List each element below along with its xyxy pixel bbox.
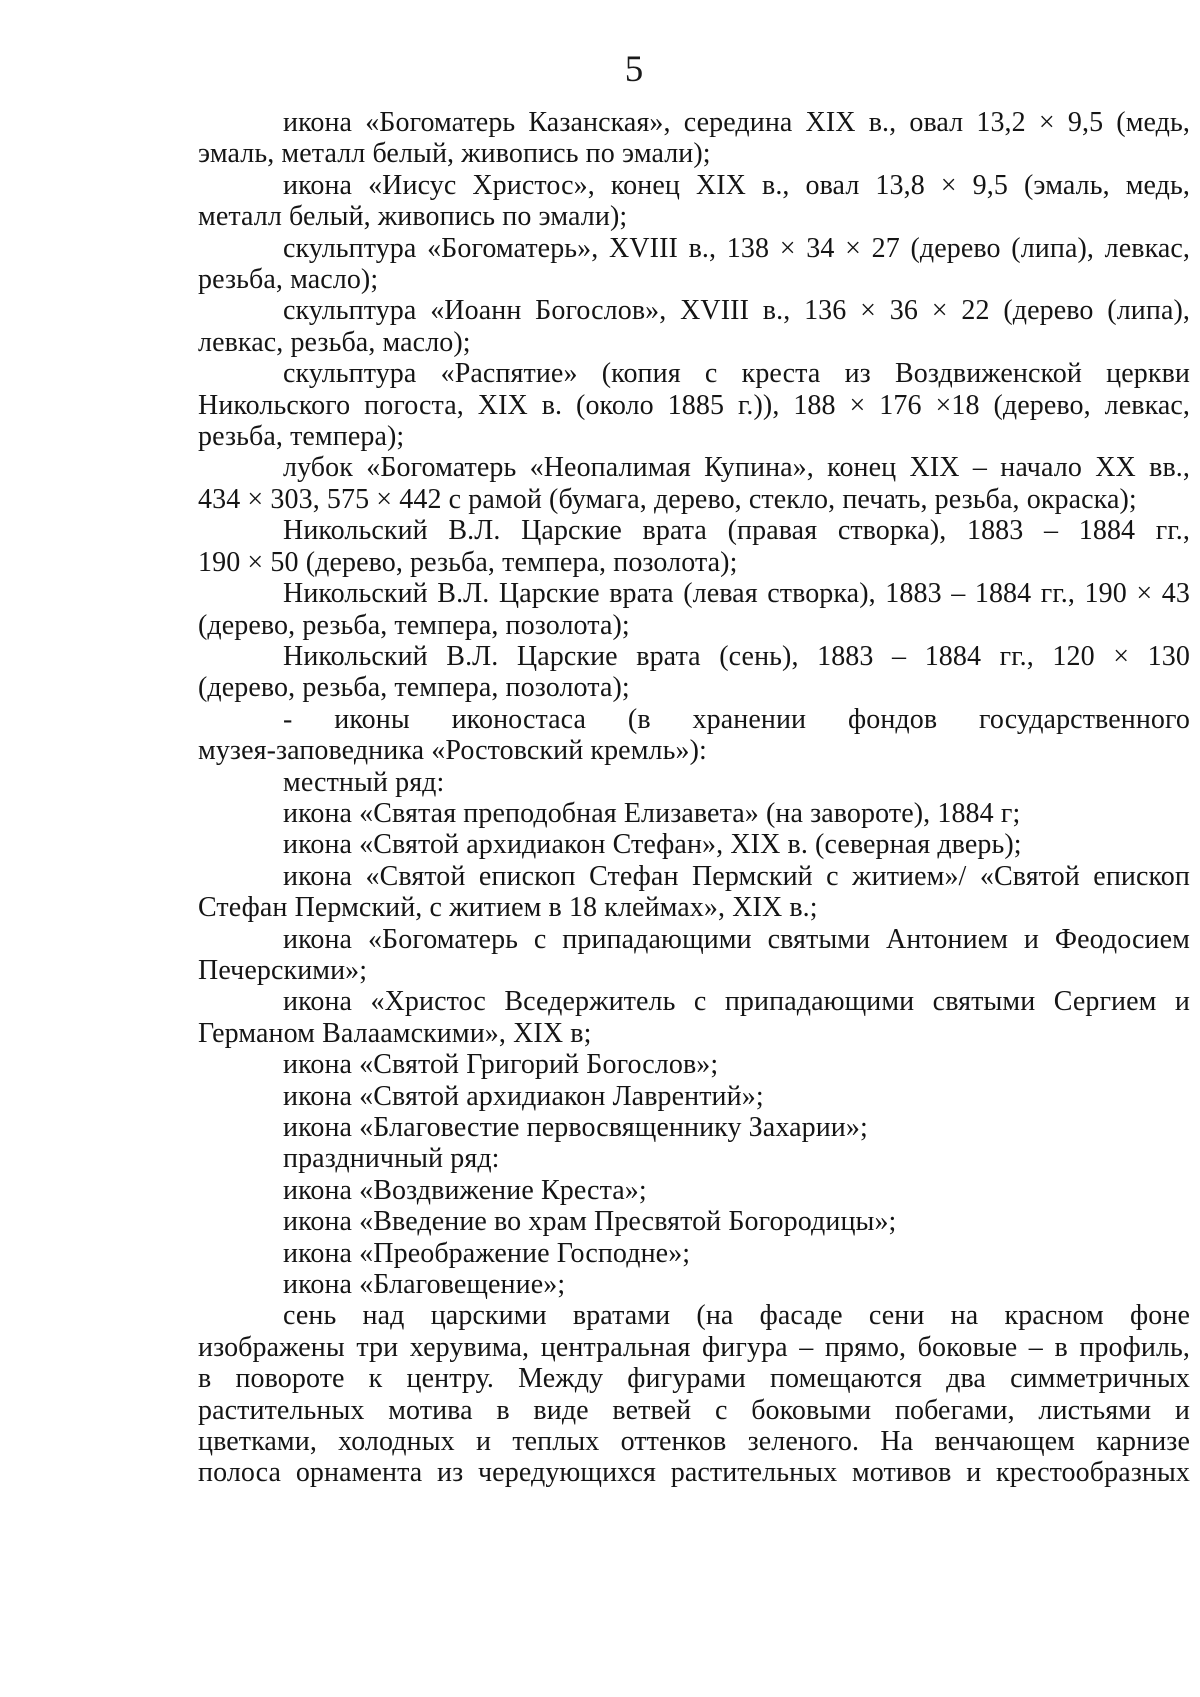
paragraph: [198, 107, 1190, 170]
paragraph: [198, 924, 1190, 987]
text-line: икона «Святой епископ Стефан Пермский с житием»/ «Святой епископ: [283, 860, 1190, 892]
text-line: икона «Святой архидиакон Лаврентий»;: [283, 1080, 764, 1112]
paragraph: [198, 1143, 1190, 1174]
text-line: икона «Христос Вседержитель с припадающими святыми Сергием и: [283, 986, 1190, 1018]
text-line: 434 × 303, 575 × 442 с рамой (бумага, дерево, стекло, печать, резьба, окраска);: [198, 483, 1137, 515]
text-line: резьба, масло);: [198, 264, 379, 296]
text-line: цветками, холодных и теплых оттенков зеленого. На венчающем карнизе: [198, 1426, 1190, 1458]
text-line: - иконы иконостаса (в хранении фондов государственного: [283, 703, 1190, 735]
text-line: эмаль, металл белый, живопись по эмали);: [198, 138, 711, 170]
text-line: икона «Святой Григорий Богослов»;: [283, 1049, 719, 1081]
text-line: Никольский В.Л. Царские врата (сень), 1883 – 1884 гг., 120 × 130: [283, 640, 1190, 672]
paragraph: [198, 767, 1190, 798]
paragraph: [198, 829, 1190, 860]
text-line: лубок «Богоматерь «Неопалимая Купина», конец XIX – начало XX вв.,: [283, 452, 1190, 484]
text-line: резьба, темпера);: [198, 421, 405, 453]
text-line: икона «Преображение Господне»;: [283, 1237, 691, 1269]
paragraph: [198, 1238, 1190, 1269]
paragraph: [198, 170, 1190, 233]
paragraph: [198, 798, 1190, 829]
text-line: Никольского погоста, XIX в. (около 1885 г.)), 188 × 176 ×18 (дерево, левкас,: [198, 389, 1190, 421]
text-line: (дерево, резьба, темпера, позолота);: [198, 672, 630, 704]
paragraph: [198, 1206, 1190, 1237]
text-line: икона «Благовещение»;: [283, 1269, 566, 1301]
paragraph: [198, 1049, 1190, 1080]
text-line: музея-заповедника «Ростовский кремль»):: [198, 735, 707, 767]
text-line: Стефан Пермский, с житием в 18 клеймах», XIX в.;: [198, 892, 818, 924]
text-line: Никольский В.Л. Царские врата (левая створка), 1883 – 1884 гг., 190 × 43: [283, 578, 1190, 610]
text-line: икона «Введение во храм Пресвятой Богородицы»;: [283, 1206, 897, 1238]
text-line: скульптура «Богоматерь», XVIII в., 138 × 34 × 27 (дерево (липа), левкас,: [283, 232, 1190, 264]
paragraph: [198, 515, 1190, 578]
text-line: скульптура «Распятие» (копия с креста из Воздвиженской церкви: [283, 358, 1190, 390]
text-line: 190 × 50 (дерево, резьба, темпера, позолота);: [198, 546, 738, 578]
page-number: 5: [624, 49, 644, 90]
text-line: (дерево, резьба, темпера, позолота);: [198, 609, 630, 641]
text-line: икона «Воздвижение Креста»;: [283, 1174, 647, 1206]
text-line: местный ряд:: [283, 766, 445, 798]
paragraph: [198, 1175, 1190, 1206]
paragraph: [198, 1300, 1190, 1488]
text-line: икона «Святая преподобная Елизавета» (на завороте), 1884 г;: [283, 797, 1021, 829]
paragraph: [198, 861, 1190, 924]
text-line: изображены три херувима, центральная фигура – прямо, боковые – в профиль,: [198, 1331, 1190, 1363]
text-line: икона «Святой архидиакон Стефан», XIX в. (северная дверь);: [283, 829, 1022, 861]
paragraph: [198, 452, 1190, 515]
paragraph: [198, 1269, 1190, 1300]
text-line: в повороте к центру. Между фигурами помещаются два симметричных: [198, 1363, 1190, 1395]
paragraph: [198, 358, 1190, 452]
text-line: растительных мотива в виде ветвей с боковыми побегами, листьями и: [198, 1394, 1190, 1426]
text-line: икона «Иисус Христос», конец XIX в., овал 13,8 × 9,5 (эмаль, медь,: [283, 169, 1190, 201]
document-body: [198, 107, 1190, 1489]
paragraph: [198, 295, 1190, 358]
text-line: икона «Богоматерь с припадающими святыми Антонием и Феодосием: [283, 923, 1190, 955]
paragraph: [198, 1112, 1190, 1143]
text-line: икона «Благовестие первосвященнику Захарии»;: [283, 1112, 868, 1143]
text-line: скульптура «Иоанн Богослов», XVIII в., 136 × 36 × 22 (дерево (липа),: [283, 295, 1190, 327]
paragraph: [198, 641, 1190, 704]
text-line: полоса орнамента из чередующихся растительных мотивов и крестообразных: [198, 1457, 1190, 1489]
paragraph: [198, 704, 1190, 767]
paragraph: [198, 578, 1190, 641]
text-line: Печерскими»;: [198, 954, 368, 986]
paragraph: [198, 233, 1190, 296]
text-line: левкас, резьба, масло);: [198, 326, 471, 358]
paragraph: [198, 986, 1190, 1049]
paragraph: [198, 1081, 1190, 1112]
text-line: Никольский В.Л. Царские врата (правая створка), 1883 – 1884 гг.,: [283, 515, 1190, 547]
text-line: праздничный ряд:: [283, 1143, 500, 1175]
text-line: икона «Богоматерь Казанская», середина XIX в., овал 13,2 × 9,5 (медь,: [283, 107, 1190, 138]
text-line: сень над царскими вратами (на фасаде сени на красном фоне: [283, 1300, 1190, 1332]
text-line: Германом Валаамскими», XIX в;: [198, 1017, 592, 1049]
text-line: металл белый, живопись по эмали);: [198, 201, 628, 233]
